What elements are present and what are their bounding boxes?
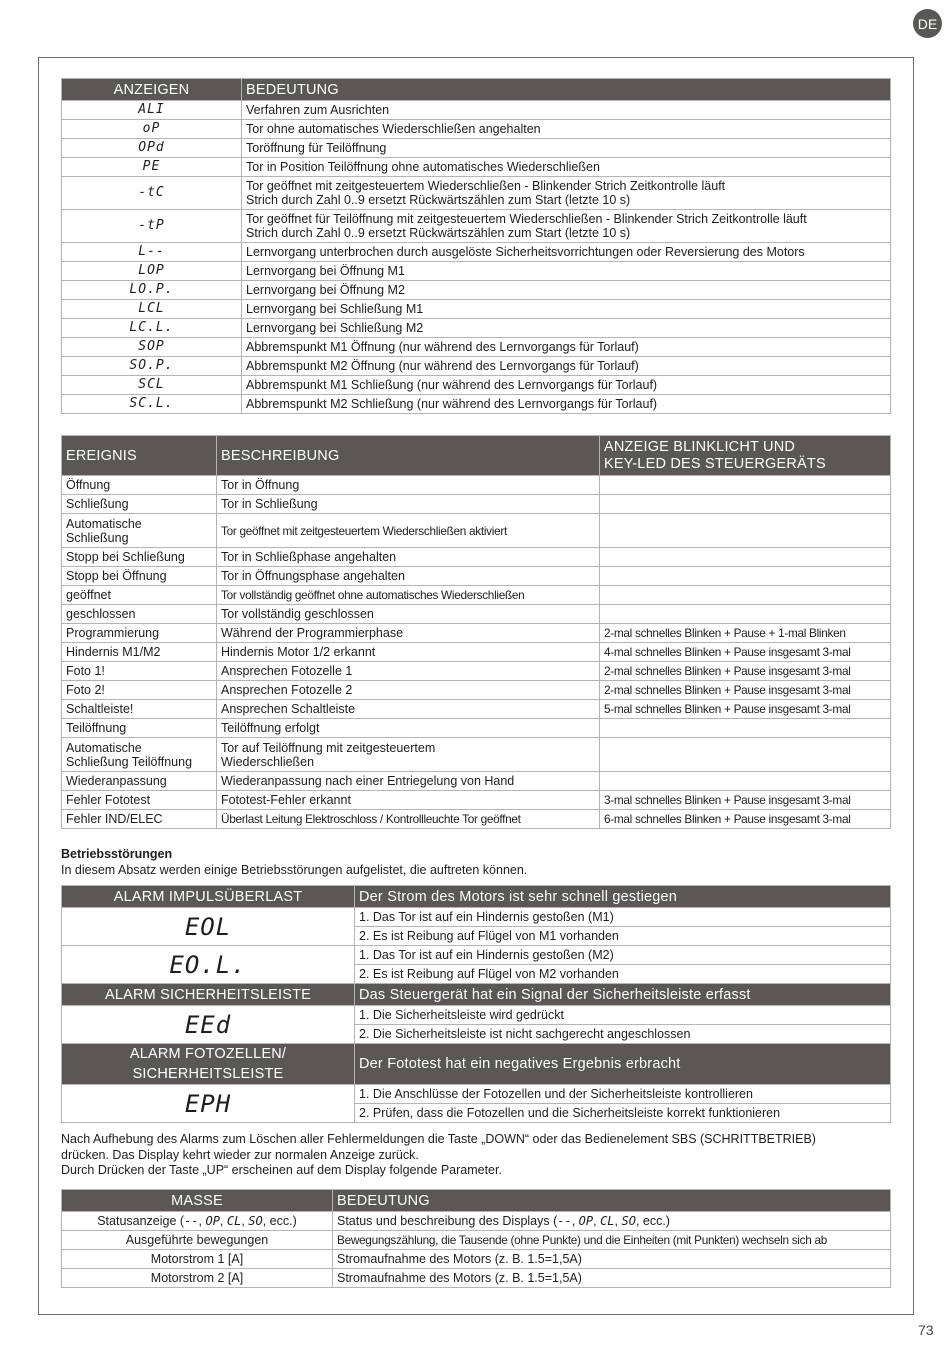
display-meaning: [242, 281, 891, 300]
event-row: [62, 476, 891, 495]
alarm-header-row: [62, 1044, 891, 1085]
event-name: [62, 791, 217, 810]
col-header-anzeige: [600, 436, 891, 476]
faults-intro: In diesem Absatz werden einige Betriebsstörungen aufgelistet, die auftreten können.: [61, 862, 528, 877]
event-name-line: Fehler IND/ELEC: [66, 812, 163, 826]
event-row: [62, 810, 891, 829]
display-code: SO.P.: [62, 357, 242, 376]
alarm-code: EEd: [62, 1006, 355, 1044]
display-meaning: [242, 262, 891, 281]
alarm-meaning: Der Fototest hat ein negatives Ergebnis erbracht: [355, 1044, 891, 1085]
after-alarm-text: [61, 1132, 896, 1179]
col-header-bedeutung: BEDEUTUNG: [242, 79, 891, 101]
event-row: [62, 643, 891, 662]
event-name-line: Schließung: [66, 497, 129, 511]
display-meaning-line: Abbremspunkt M1 Schließung (nur während des Lernvorgangs für Torlauf): [246, 378, 658, 392]
event-name: [62, 681, 217, 700]
event-name-line: Programmierung: [66, 626, 160, 640]
param-meaning: Stromaufnahme des Motors (z. B. 1.5=1,5A): [333, 1269, 891, 1288]
display-row: [62, 158, 891, 177]
param-meaning: Stromaufnahme des Motors (z. B. 1.5=1,5A): [333, 1250, 891, 1269]
event-indicator: 4-mal schnelles Blinken + Pause insgesamt 3-mal: [600, 643, 891, 662]
alarm-item: 2. Prüfen, dass die Fotozellen und die Sicherheitsleiste korrekt funktionieren: [355, 1104, 891, 1123]
display-meaning-line: Lernvorgang bei Schließung M1: [246, 302, 424, 316]
event-indicator: [600, 548, 891, 567]
event-description: [217, 548, 600, 567]
display-meaning: [242, 120, 891, 139]
event-name-line: Schließung: [66, 530, 129, 545]
display-meaning-line: Lernvorgang unterbrochen durch ausgelöste Sicherheitsvorrichtungen oder Reversierung des Motors: [246, 245, 805, 259]
event-description-line: Während der Programmierphase: [221, 626, 404, 640]
event-description: [217, 719, 600, 738]
event-description-line: Tor auf Teilöffnung mit zeitgesteuertem: [221, 740, 436, 755]
event-name-line: Automatische: [66, 516, 142, 531]
parameters-table: [61, 1189, 891, 1288]
alarm-title: [62, 984, 355, 1006]
display-meaning-line: Abbremspunkt M2 Öffnung (nur während des Lernvorgangs für Torlauf): [246, 359, 639, 373]
event-description: [217, 605, 600, 624]
event-description: [217, 791, 600, 810]
display-code: oP: [62, 120, 242, 139]
event-description: [217, 810, 600, 829]
event-name-line: Teilöffnung: [66, 721, 127, 735]
event-name: [62, 810, 217, 829]
display-meaning-line: Lernvorgang bei Öffnung M2: [246, 283, 405, 297]
event-name: [62, 624, 217, 643]
event-name-line: geschlossen: [66, 607, 136, 621]
display-meaning: [242, 158, 891, 177]
event-row: [62, 700, 891, 719]
display-codes-table: [61, 78, 891, 414]
event-name-line: Hindernis M1/M2: [66, 645, 161, 659]
alarm-meaning: Der Strom des Motors ist sehr schnell gestiegen: [355, 886, 891, 908]
event-description-line: Hindernis Motor 1/2 erkannt: [221, 645, 376, 659]
event-indicator: [600, 772, 891, 791]
event-name: [62, 514, 217, 548]
event-indicator: [600, 719, 891, 738]
alarm-header-row: [62, 984, 891, 1006]
event-description-line: Tor vollständig geschlossen: [221, 607, 374, 621]
event-indicator: [600, 476, 891, 495]
display-row: [62, 300, 891, 319]
display-row: [62, 139, 891, 158]
alarm-item: 2. Die Sicherheitsleiste ist nicht sachgerecht angeschlossen: [355, 1025, 891, 1044]
display-code: ALI: [62, 101, 242, 120]
after-alarm-line2: drücken. Das Display kehrt wieder zur normalen Anzeige zurück.: [61, 1147, 419, 1162]
event-indicator: [600, 514, 891, 548]
event-indicator: 2-mal schnelles Blinken + Pause insgesamt 3-mal: [600, 662, 891, 681]
alarm-title-line: ALARM SICHERHEITSLEISTE: [104, 986, 312, 1003]
display-row: [62, 376, 891, 395]
alarm-item: 2. Es ist Reibung auf Flügel von M2 vorhanden: [355, 965, 891, 984]
display-code: L--: [62, 243, 242, 262]
event-description: [217, 643, 600, 662]
display-meaning: [242, 139, 891, 158]
alarm-item-row: [62, 1006, 891, 1025]
event-description: [217, 514, 600, 548]
event-indicator: [600, 605, 891, 624]
display-row: [62, 395, 891, 414]
alarm-item: 2. Es ist Reibung auf Flügel von M1 vorhanden: [355, 927, 891, 946]
alarm-header-row: [62, 886, 891, 908]
alarm-item: 1. Die Sicherheitsleiste wird gedrückt: [355, 1006, 891, 1025]
event-row: [62, 738, 891, 772]
display-meaning-line: Abbremspunkt M2 Schließung (nur während des Lernvorgangs für Torlauf): [246, 397, 658, 411]
event-name-line: Foto 2!: [66, 683, 105, 697]
display-meaning-line: Strich durch Zahl 0..9 ersetzt Rückwärtszählen zum Start (letzte 10 s): [246, 226, 631, 240]
alarm-title-line: ALARM IMPULSÜBERLAST: [113, 888, 303, 905]
event-row: [62, 772, 891, 791]
alarm-code: EO.L.: [62, 946, 355, 984]
language-badge: DE: [913, 9, 942, 38]
event-row: [62, 514, 891, 548]
event-description-line: Tor in Schließung: [221, 497, 318, 511]
alarm-item: 1. Das Tor ist auf ein Hindernis gestoßen (M1): [355, 908, 891, 927]
display-row: [62, 120, 891, 139]
display-meaning-line: Lernvorgang bei Schließung M2: [246, 321, 424, 335]
display-code: LCL: [62, 300, 242, 319]
event-row: [62, 791, 891, 810]
display-row: [62, 101, 891, 120]
faults-section: [61, 847, 896, 878]
display-meaning-line: Strich durch Zahl 0..9 ersetzt Rückwärtszählen zum Start (letzte 10 s): [246, 193, 631, 207]
event-description: [217, 772, 600, 791]
event-description: [217, 586, 600, 605]
display-meaning-line: Verfahren zum Ausrichten: [246, 103, 390, 117]
display-meaning: [242, 376, 891, 395]
display-code: SOP: [62, 338, 242, 357]
alarm-title: [62, 1044, 355, 1085]
col-header-anzeige-line1: ANZEIGE BLINKLICHT UND: [604, 438, 796, 455]
display-code: PE: [62, 158, 242, 177]
param-meaning: Bewegungszählung, die Tausende (ohne Punkte) und die Einheiten (mit Punkten) wechseln sich ab: [333, 1231, 891, 1250]
display-meaning-line: Tor geöffnet für Teilöffnung mit zeitgesteuertem Wiederschließen - Blinkender Strich Zeitkontrolle läuft: [246, 212, 807, 226]
col-header-ereignis: EREIGNIS: [62, 436, 217, 476]
col-header-masse: MASSE: [62, 1190, 333, 1212]
event-description-line: Tor in Schließphase angehalten: [221, 550, 397, 564]
event-description-line: Tor geöffnet mit zeitgesteuertem Wiederschließen aktiviert: [221, 523, 507, 538]
alarm-item-row: [62, 1085, 891, 1104]
event-name: [62, 605, 217, 624]
display-row: [62, 357, 891, 376]
display-meaning-line: Tor geöffnet mit zeitgesteuertem Wiederschließen - Blinkender Strich Zeitkontrolle läuft: [246, 179, 726, 193]
event-name: [62, 662, 217, 681]
display-meaning: [242, 319, 891, 338]
event-name: [62, 643, 217, 662]
alarm-item: 1. Das Tor ist auf ein Hindernis gestoßen (M2): [355, 946, 891, 965]
event-name: [62, 495, 217, 514]
event-description: [217, 662, 600, 681]
alarm-meaning: Das Steuergerät hat ein Signal der Sicherheitsleiste erfasst: [355, 984, 891, 1006]
event-indicator: [600, 738, 891, 772]
event-name-line: Wiederanpassung: [66, 774, 167, 788]
event-name-line: Stopp bei Öffnung: [66, 569, 167, 583]
col-header-anzeige-line2: KEY-LED DES STEUERGERÄTS: [604, 455, 826, 472]
event-name: [62, 738, 217, 772]
event-name-line: Schaltleiste!: [66, 702, 134, 716]
alarm-table: [61, 885, 891, 1123]
event-description-line: Teilöffnung erfolgt: [221, 721, 320, 735]
param-row: [62, 1212, 891, 1231]
display-row: [62, 281, 891, 300]
display-meaning: [242, 177, 891, 210]
event-name-line: Foto 1!: [66, 664, 105, 678]
alarm-code: EPH: [62, 1085, 355, 1123]
event-description-line: Tor in Öffnungsphase angehalten: [221, 569, 405, 583]
event-description-line: Tor vollständig geöffnet ohne automatisches Wiederschließen: [221, 588, 525, 602]
page-number: 73: [918, 1322, 934, 1338]
event-row: [62, 605, 891, 624]
event-name-line: Automatische: [66, 740, 142, 755]
param-label: Statusanzeige (--, OP, CL, SO, ecc.): [62, 1212, 333, 1231]
alarm-item-row: [62, 908, 891, 927]
event-row: [62, 567, 891, 586]
event-name: [62, 476, 217, 495]
event-indicator: 3-mal schnelles Blinken + Pause insgesamt 3-mal: [600, 791, 891, 810]
param-label: Ausgeführte bewegungen: [62, 1231, 333, 1250]
display-row: [62, 243, 891, 262]
display-meaning: [242, 357, 891, 376]
param-meaning: Status und beschreibung des Displays (--, OP, CL, SO, ecc.): [333, 1212, 891, 1231]
col-header-bedeutung-2: BEDEUTUNG: [333, 1190, 891, 1212]
event-description-line: Tor in Öffnung: [221, 478, 300, 492]
display-meaning: [242, 300, 891, 319]
event-row: [62, 681, 891, 700]
event-description-line: Ansprechen Schaltleiste: [221, 702, 356, 716]
alarm-title-line: SICHERHEITSLEISTE: [132, 1066, 284, 1082]
event-indicator: [600, 495, 891, 514]
event-description: [217, 681, 600, 700]
col-header-anzeigen: ANZEIGEN: [62, 79, 242, 101]
event-description: [217, 495, 600, 514]
event-name: [62, 586, 217, 605]
event-name: [62, 772, 217, 791]
event-description-line: Ansprechen Fotozelle 1: [221, 664, 353, 678]
event-description: [217, 700, 600, 719]
event-name: [62, 548, 217, 567]
event-row: [62, 495, 891, 514]
event-indicator: 6-mal schnelles Blinken + Pause insgesamt 3-mal: [600, 810, 891, 829]
event-name: [62, 719, 217, 738]
display-row: [62, 319, 891, 338]
display-code: OPd: [62, 139, 242, 158]
display-row: [62, 338, 891, 357]
alarm-item: 1. Die Anschlüsse der Fotozellen und der Sicherheitsleiste kontrollieren: [355, 1085, 891, 1104]
event-description: [217, 476, 600, 495]
event-description-line: Wiederschließen: [221, 754, 315, 769]
event-table: [61, 435, 891, 829]
param-row: [62, 1231, 891, 1250]
display-meaning-line: Tor in Position Teilöffnung ohne automatisches Wiederschließen: [246, 160, 600, 174]
display-code: -tP: [62, 210, 242, 243]
display-meaning-line: Toröffnung für Teilöffnung: [246, 141, 387, 155]
col-header-beschreibung: BESCHREIBUNG: [217, 436, 600, 476]
event-description: [217, 738, 600, 772]
display-meaning: [242, 243, 891, 262]
display-code: LO.P.: [62, 281, 242, 300]
display-code: LOP: [62, 262, 242, 281]
param-label: Motorstrom 1 [A]: [62, 1250, 333, 1269]
display-meaning: [242, 210, 891, 243]
event-description-line: Wiederanpassung nach einer Entriegelung von Hand: [221, 774, 515, 788]
event-description: [217, 624, 600, 643]
event-description: [217, 567, 600, 586]
faults-heading: Betriebsstörungen: [61, 847, 173, 861]
event-description-line: Ansprechen Fotozelle 2: [221, 683, 353, 697]
event-indicator: 5-mal schnelles Blinken + Pause insgesamt 3-mal: [600, 700, 891, 719]
event-name-line: geöffnet: [66, 588, 111, 602]
event-description-line: Überlast Leitung Elektroschloss / Kontrollleuchte Tor geöffnet: [221, 812, 521, 826]
event-name-line: Öffnung: [66, 478, 111, 492]
display-meaning-line: Lernvorgang bei Öffnung M1: [246, 264, 405, 278]
alarm-code: EOL: [62, 908, 355, 946]
event-indicator: [600, 586, 891, 605]
event-indicator: 2-mal schnelles Blinken + Pause + 1-mal Blinken: [600, 624, 891, 643]
display-code: LC.L.: [62, 319, 242, 338]
display-meaning-line: Tor ohne automatisches Wiederschließen angehalten: [246, 122, 541, 136]
alarm-title-line: ALARM FOTOZELLEN/: [129, 1046, 287, 1062]
display-code: -tC: [62, 177, 242, 210]
display-code: SC.L.: [62, 395, 242, 414]
event-name-line: Schließung Teilöffnung: [66, 754, 193, 769]
display-row: [62, 210, 891, 243]
after-alarm-line1: Nach Aufhebung des Alarms zum Löschen aller Fehlermeldungen die Taste „DOWN“ oder das Bedienelement SBS (SCHRITTBETRIEB): [61, 1132, 816, 1146]
param-row: [62, 1250, 891, 1269]
after-alarm-line3: Durch Drücken der Taste „UP“ erscheinen auf dem Display folgende Parameter.: [61, 1163, 502, 1177]
event-name-line: Fehler Fototest: [66, 793, 151, 807]
event-description-line: Fototest-Fehler erkannt: [221, 793, 351, 807]
display-meaning: [242, 395, 891, 414]
param-label: Motorstrom 2 [A]: [62, 1269, 333, 1288]
display-meaning-line: Abbremspunkt M1 Öffnung (nur während des Lernvorgangs für Torlauf): [246, 340, 639, 354]
event-row: [62, 548, 891, 567]
display-code: SCL: [62, 376, 242, 395]
alarm-item-row: [62, 946, 891, 965]
display-row: [62, 177, 891, 210]
event-name: [62, 567, 217, 586]
display-row: [62, 262, 891, 281]
event-name: [62, 700, 217, 719]
event-row: [62, 662, 891, 681]
display-meaning: [242, 338, 891, 357]
event-indicator: [600, 567, 891, 586]
event-row: [62, 586, 891, 605]
event-name-line: Stopp bei Schließung: [66, 550, 185, 564]
event-row: [62, 624, 891, 643]
event-row: [62, 719, 891, 738]
display-meaning: [242, 101, 891, 120]
alarm-title: [62, 886, 355, 908]
event-indicator: 2-mal schnelles Blinken + Pause insgesamt 3-mal: [600, 681, 891, 700]
param-row: [62, 1269, 891, 1288]
